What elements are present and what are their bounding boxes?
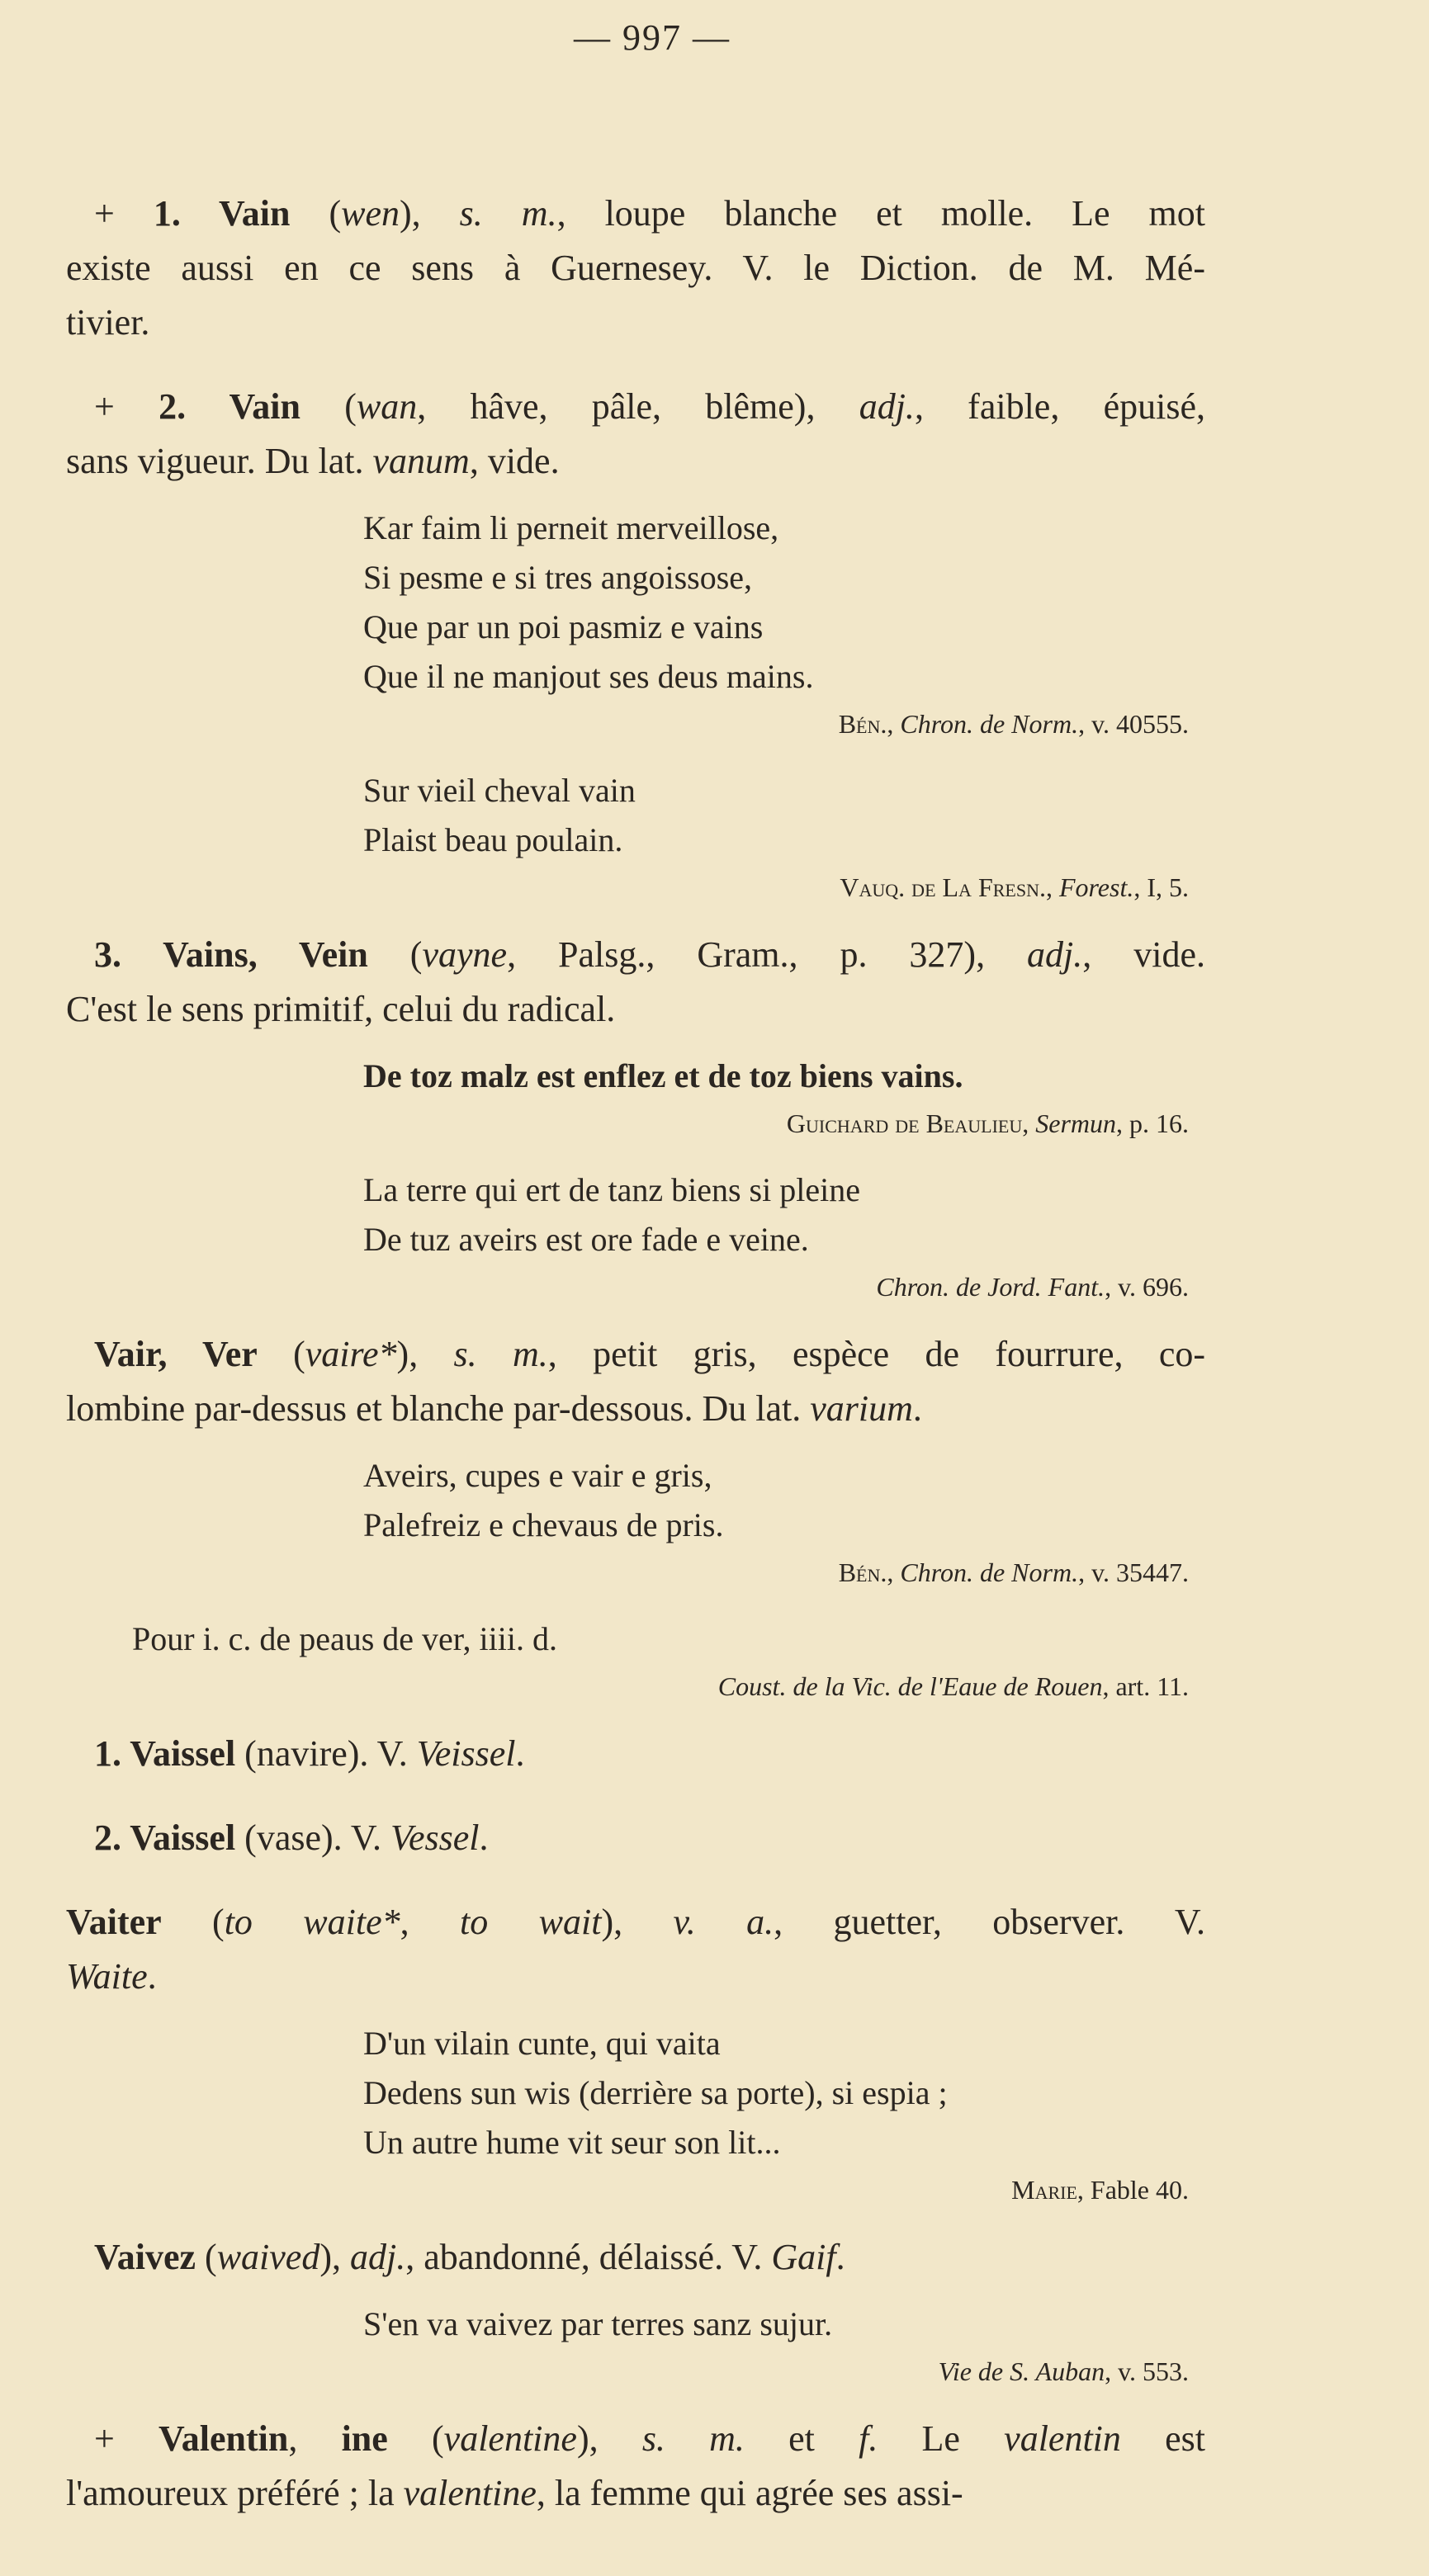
text-run: , I, 5. — [1133, 872, 1189, 902]
text-run: Un autre hume vit seur son lit... — [363, 2124, 781, 2161]
text-line — [876, 1272, 1189, 1302]
text-run: , petit gris, espèce de fourrure, co- — [547, 1334, 1206, 1374]
italic-text: adj. — [859, 386, 915, 427]
author-name: Guichard de Beaulieu — [786, 1108, 1023, 1138]
author-name: Bén. — [838, 709, 887, 739]
text-line — [66, 295, 1205, 350]
text-run: Dedens sun wis (derrière sa porte), si espia ; — [363, 2074, 948, 2111]
italic-text: varium — [810, 1388, 913, 1429]
headword: 3. Vains, Vein — [94, 934, 368, 975]
text-line — [66, 2412, 1205, 2466]
text-run: , v. 35447. — [1078, 1557, 1189, 1587]
text-run: + — [94, 386, 159, 427]
page-content — [66, 187, 1205, 2521]
text-line — [363, 652, 1205, 702]
text-run: ), — [576, 2418, 642, 2459]
text-run: et — [744, 2418, 859, 2459]
text-run: La terre qui ert de tanz biens si pleine — [363, 1171, 860, 1208]
text-line — [363, 815, 1205, 865]
italic-text: s. m. — [641, 2418, 745, 2459]
text-run: Aveirs, cupes e vair e gris, — [363, 1457, 712, 1494]
italic-text: Waite — [66, 1956, 148, 1997]
text-line — [66, 434, 1205, 489]
headword: Vair, Ver — [94, 1334, 258, 1374]
italic-text: Gaif — [771, 2237, 836, 2277]
text-run: , p. 16. — [1116, 1108, 1189, 1138]
italic-text: Forest. — [1058, 872, 1134, 902]
italic-text: s. m. — [453, 1334, 548, 1374]
text-line — [840, 872, 1189, 902]
text-run: ), — [400, 193, 460, 234]
italic-text: Chron. de Jord. Fant. — [876, 1272, 1105, 1302]
dictionary-entry — [66, 380, 1205, 489]
text-run: S'en va vaivez par terres sanz sujur. — [363, 2305, 833, 2342]
text-run: ( — [290, 193, 342, 234]
text-run: , — [1022, 1108, 1036, 1138]
italic-text: Chron. de Norm. — [900, 709, 1079, 739]
dictionary-entry — [66, 2230, 1205, 2285]
text-line — [66, 1895, 1205, 1950]
text-run: ( — [300, 386, 357, 427]
text-line — [839, 709, 1189, 739]
citation — [66, 865, 1205, 910]
text-run: Que par un poi pasmiz e vains — [363, 608, 764, 645]
citation — [66, 1664, 1205, 1709]
text-line — [363, 1501, 1205, 1550]
text-run: (navire). V. — [235, 1733, 417, 1774]
italic-text: Sermun — [1035, 1108, 1116, 1138]
text-run: est — [1120, 2418, 1205, 2459]
text-line — [839, 1557, 1189, 1587]
text-line — [66, 380, 1205, 434]
text-run: De tuz aveirs est ore fade e veine. — [363, 1221, 809, 1258]
text-run: . — [147, 1956, 157, 1997]
text-run: , abandonné, délaissé. V. — [405, 2237, 772, 2277]
text-run: , — [887, 709, 901, 739]
verse-quotation — [363, 1451, 1205, 1550]
text-run: , — [400, 1902, 461, 1942]
text-run: ( — [387, 2418, 444, 2459]
prose-quotation — [132, 1614, 1205, 1664]
text-run: tivier. — [66, 302, 150, 343]
text-line — [66, 982, 1205, 1037]
verse-quotation — [363, 2019, 1205, 2167]
text-run: lombine par-dessus et blanche par-dessous. Du lat. — [66, 1388, 811, 1429]
dictionary-entry — [66, 928, 1205, 1037]
citation — [66, 2167, 1205, 2212]
text-run: Que il ne manjout ses deus mains. — [363, 658, 814, 695]
citation — [66, 702, 1205, 746]
text-line — [66, 241, 1205, 295]
italic-text: valentine — [403, 2473, 537, 2513]
text-run: Plaist beau poulain. — [363, 821, 623, 858]
text-run: . — [479, 1817, 489, 1858]
citation — [66, 1550, 1205, 1595]
text-line — [66, 1327, 1205, 1382]
text-run: existe aussi en ce sens à Guernesey. V. le Diction. de M. Mé- — [66, 248, 1205, 288]
italic-text: to wait — [460, 1902, 602, 1942]
text-run: De toz malz est enflez et de toz biens vains. — [363, 1057, 963, 1094]
italic-text: s. m. — [459, 193, 557, 234]
italic-text: adj. — [349, 2237, 406, 2277]
italic-text: to waite* — [224, 1902, 400, 1942]
italic-text: valentin — [1004, 2418, 1121, 2459]
dictionary-entry — [66, 187, 1205, 350]
text-line — [66, 1950, 1205, 2004]
verse-quotation — [363, 766, 1205, 865]
text-line — [939, 2356, 1189, 2386]
text-line — [363, 553, 1205, 603]
italic-text: vanum — [372, 441, 470, 481]
text-run: sans vigueur. Du lat. — [66, 441, 373, 481]
text-run: , vide. — [469, 441, 560, 481]
text-line — [66, 2230, 1205, 2285]
italic-text: wen — [341, 193, 400, 234]
italic-text: f. — [859, 2418, 878, 2459]
text-run: , v. 40555. — [1078, 709, 1189, 739]
italic-text: vaire* — [305, 1334, 397, 1374]
text-run: , v. 553. — [1105, 2356, 1189, 2386]
text-run: , loupe blanche et molle. Le mot — [556, 193, 1205, 234]
text-run: D'un vilain cunte, qui vaita — [363, 2025, 721, 2062]
text-run: , — [887, 1557, 901, 1587]
italic-text: v. a. — [673, 1902, 774, 1942]
text-run: , guetter, observer. V. — [774, 1902, 1206, 1942]
text-line — [363, 503, 1205, 553]
text-line — [363, 766, 1205, 815]
headword: Vaivez — [94, 2237, 196, 2277]
italic-text: wan — [356, 386, 418, 427]
text-line — [787, 1108, 1189, 1138]
text-line — [363, 1215, 1205, 1264]
text-run: . — [515, 1733, 525, 1774]
verse-quotation — [363, 1052, 1205, 1101]
text-run: Pour i. c. de peaus de ver, iiii. d. — [132, 1620, 557, 1657]
text-run: ( — [196, 2237, 217, 2277]
citation — [66, 1264, 1205, 1309]
text-run: l'amoureux préféré ; la — [66, 2473, 404, 2513]
text-line — [66, 187, 1205, 241]
text-run: ( — [257, 1334, 305, 1374]
verse-quotation — [363, 503, 1205, 702]
text-line — [66, 1811, 1205, 1865]
text-line — [363, 2019, 1205, 2068]
text-run: , — [1045, 872, 1059, 902]
citation — [66, 1101, 1205, 1146]
text-run: , hâve, pâle, blême), — [417, 386, 859, 427]
verse-quotation — [363, 2299, 1205, 2349]
text-line — [363, 1451, 1205, 1501]
headword: Vaiter — [66, 1902, 162, 1942]
text-run: , art. 11. — [1102, 1671, 1189, 1701]
verse-quotation — [363, 1165, 1205, 1264]
text-line — [363, 2299, 1205, 2349]
headword: 2. Vain — [159, 386, 300, 427]
italic-text: Chron. de Norm. — [900, 1557, 1079, 1587]
headword: ine — [341, 2418, 388, 2459]
headword: 2. Vaissel — [94, 1817, 236, 1858]
text-run: , Fable 40. — [1076, 2175, 1189, 2205]
text-run: Sur vieil cheval vain — [363, 772, 636, 809]
headword: 1. Vaissel — [94, 1733, 236, 1774]
text-run: . — [912, 1388, 922, 1429]
text-run: Kar faim li perneit merveillose, — [363, 509, 779, 546]
dictionary-entry — [66, 1895, 1205, 2004]
page-number: — 997 — — [574, 17, 731, 58]
text-run: , faible, épuisé, — [914, 386, 1205, 427]
text-run: , — [288, 2418, 342, 2459]
italic-text: Coust. de la Vic. de l'Eaue de Rouen — [717, 1671, 1103, 1701]
dictionary-entry — [66, 1327, 1205, 1436]
text-line — [363, 2118, 1205, 2167]
text-line — [363, 2068, 1205, 2118]
text-run: ( — [367, 934, 423, 975]
text-line — [66, 1382, 1205, 1436]
author-name: Marie — [1011, 2175, 1077, 2205]
text-run: Le — [878, 2418, 1005, 2459]
dictionary-entry — [66, 1727, 1205, 1781]
headword: Valentin — [159, 2418, 289, 2459]
text-run: , la femme qui agrée ses assi- — [536, 2473, 963, 2513]
text-run: (vase). V. — [235, 1817, 390, 1858]
text-line — [66, 1727, 1205, 1781]
text-line — [363, 603, 1205, 652]
text-run: , Palsg., Gram., p. 327), — [507, 934, 1028, 975]
text-line — [132, 1614, 1205, 1664]
dictionary-entry — [66, 2412, 1205, 2521]
text-run: Palefreiz e chevaus de pris. — [363, 1506, 724, 1543]
italic-text: adj. — [1027, 934, 1083, 975]
headword: 1. Vain — [153, 193, 291, 234]
text-run: , vide. — [1082, 934, 1205, 975]
italic-text: valentine — [443, 2418, 577, 2459]
text-run: ), — [319, 2237, 350, 2277]
text-line — [718, 1671, 1189, 1701]
dictionary-page — [66, 0, 1205, 2521]
text-run: ( — [161, 1902, 225, 1942]
text-line — [363, 1052, 1205, 1101]
text-run: , v. 696. — [1105, 1272, 1189, 1302]
text-line — [1011, 2175, 1189, 2205]
author-name: Vauq. de La Fresn. — [840, 872, 1046, 902]
italic-text: vayne — [422, 934, 508, 975]
italic-text: Vie de S. Auban — [938, 2356, 1105, 2386]
text-run: Si pesme e si tres angoissose, — [363, 559, 753, 596]
text-line — [66, 2466, 1205, 2521]
italic-text: Veissel — [416, 1733, 516, 1774]
text-run: + — [94, 193, 154, 234]
author-name: Bén. — [838, 1557, 887, 1587]
citation — [66, 2349, 1205, 2394]
dictionary-entry — [66, 1811, 1205, 1865]
text-line — [66, 928, 1205, 982]
italic-text: Vessel — [390, 1817, 480, 1858]
text-run: ), — [396, 1334, 454, 1374]
text-run: C'est le sens primitif, celui du radical. — [66, 989, 616, 1029]
text-run: . — [835, 2237, 845, 2277]
text-run: + — [94, 2418, 159, 2459]
italic-text: waived — [216, 2237, 320, 2277]
text-run: ), — [601, 1902, 674, 1942]
text-line — [363, 1165, 1205, 1215]
